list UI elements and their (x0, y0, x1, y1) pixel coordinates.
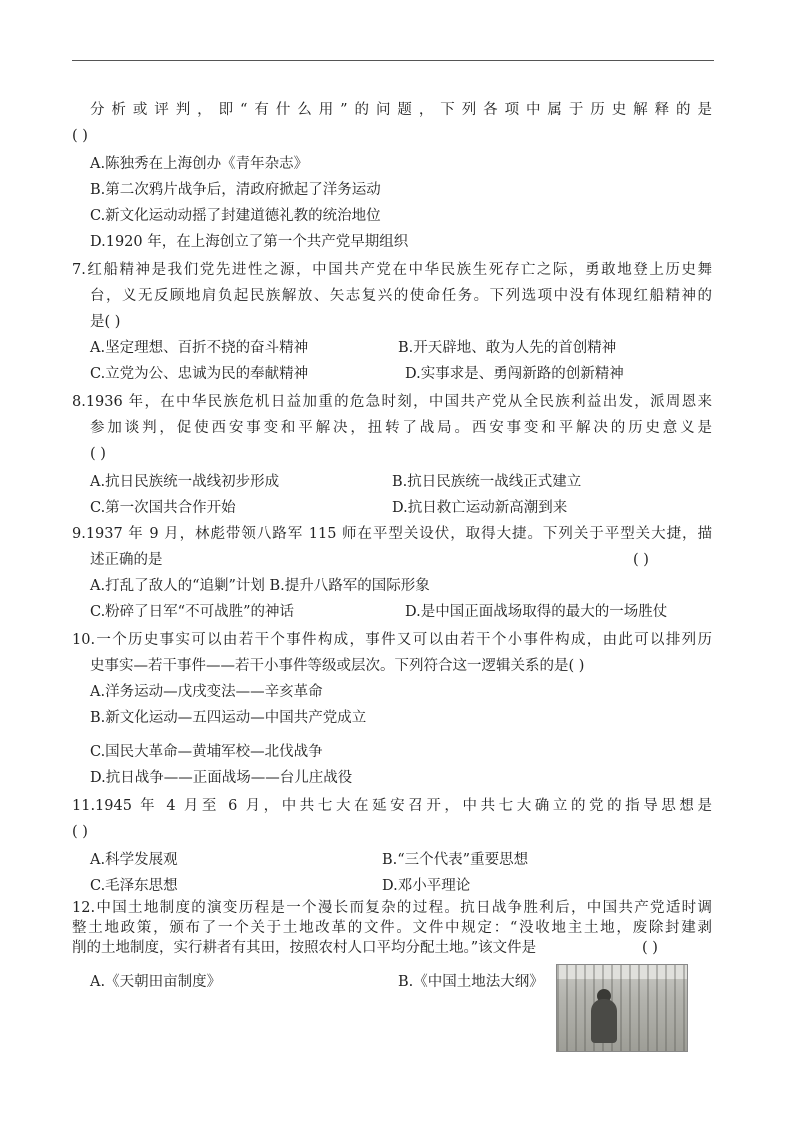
q10-stem-line1: 10.一个历史事实可以由若干个事件构成，事件又可以由若干个小事件构成，由此可以排列历 (72, 632, 712, 648)
q7-option-b: B.开天辟地、敢为人先的首创精神 (398, 340, 617, 356)
q7-option-d: D.实事求是、勇闯新路的创新精神 (405, 366, 624, 382)
q8-option-a: A.抗日民族统一战线初步形成 (90, 474, 280, 490)
q6-option-d: D.1920 年，在上海创立了第一个共产党早期组织 (90, 234, 409, 250)
photo-wall-texture (557, 965, 687, 1051)
q9-option-c: C.粉碎了日军“不可战胜”的神话 (90, 604, 295, 620)
q10-option-b: B.新文化运动—五四运动—中国共产党成立 (90, 710, 367, 726)
q11-option-c: C.毛泽东思想 (90, 878, 178, 894)
q9-answer-paren: ( ) (633, 552, 649, 568)
q6-answer-paren: ( ) (72, 128, 88, 144)
q10-option-c: C.国民大革命—黄埔军校—北伐战争 (90, 744, 323, 760)
q7-stem-line2: 台，义无反顾地肩负起民族解放、矢志复兴的使命任务。下列选项中没有体现红船精神的 (90, 288, 712, 304)
q8-answer-paren: ( ) (90, 446, 106, 462)
q7-option-a: A.坚定理想、百折不挠的奋斗精神 (90, 340, 309, 356)
q12-stem-line3: 削的土地制度，实行耕者有其田，按照农村人口平均分配土地。”该文件是 (72, 940, 537, 956)
q8-option-c: C.第一次国共合作开始 (90, 500, 236, 516)
q6-option-b: B.第二次鸦片战争后，清政府掀起了洋务运动 (90, 182, 381, 198)
header-rule (72, 60, 714, 61)
q7-stem-line3: 是( ) (90, 314, 121, 330)
q10-option-d: D.抗日战争——正面战场——台儿庄战役 (90, 770, 353, 786)
q11-option-d: D.邓小平理论 (382, 878, 471, 894)
q8-stem-line1: 8.1936 年，在中华民族危机日益加重的危急时刻，中国共产党从全民族利益出发，派周恩来 (72, 394, 712, 410)
q9-stem-line1: 9.1937 年 9 月，林彪带领八路军 115 师在平型关设伏，取得大捷。下列关于平型关大捷，描 (72, 526, 712, 542)
q12-option-a: A.《天朝田亩制度》 (90, 974, 222, 990)
q12-stem-line2: 整土地政策，颁布了一个关于土地改革的文件。文件中规定：“没收地主土地，废除封建剥 (72, 920, 712, 936)
q6-option-a: A.陈独秀在上海创办《青年杂志》 (90, 156, 309, 172)
q7-stem-line1: 7.红船精神是我们党先进性之源，中国共产党在中华民族生死存亡之际，勇敢地登上历史舞 (72, 262, 712, 278)
q6-stem-line1: 分析或评判，即“有什么用”的问题，下列各项中属于历史解释的是 (90, 102, 712, 118)
q8-stem-line2: 参加谈判，促使西安事变和平解决，扭转了战局。西安事变和平解决的历史意义是 (90, 420, 712, 436)
q12-stem-line1: 12.中国土地制度的演变历程是一个漫长而复杂的过程。抗日战争胜利后，中国共产党适时调 (72, 900, 712, 916)
q9-stem-line2: 述正确的是 (90, 552, 163, 568)
q6-option-c: C.新文化运动动摇了封建道德礼教的统治地位 (90, 208, 381, 224)
q11-answer-paren: ( ) (72, 824, 88, 840)
q10-stem-line2: 史事实—若干事件——若干小事件等级或层次。下列符合这一逻辑关系的是( ) (90, 658, 585, 674)
q12-answer-paren: ( ) (642, 940, 658, 956)
q11-stem-line1: 11.1945 年 4 月至 6 月，中共七大在延安召开，中共七大确立的党的指导思想是 (72, 798, 712, 814)
q11-option-a: A.科学发展观 (90, 852, 178, 868)
q7-option-c: C.立党为公、忠诚为民的奉献精神 (90, 366, 309, 382)
q11-option-b: B.“三个代表”重要思想 (382, 852, 529, 868)
photo-person-figure (591, 999, 617, 1043)
q12-option-b: B.《中国土地法大纲》 (398, 974, 544, 990)
q10-option-a: A.洋务运动—戊戌变法——辛亥革命 (90, 684, 323, 700)
historical-photo (556, 964, 688, 1052)
q8-option-b: B.抗日民族统一战线正式建立 (392, 474, 582, 490)
q9-option-ab: A.打乱了敌人的“追剿”计划 B.提升八路军的国际形象 (90, 578, 430, 594)
q8-option-d: D.抗日救亡运动新高潮到来 (392, 500, 568, 516)
q9-option-d: D.是中国正面战场取得的最大的一场胜仗 (405, 604, 668, 620)
